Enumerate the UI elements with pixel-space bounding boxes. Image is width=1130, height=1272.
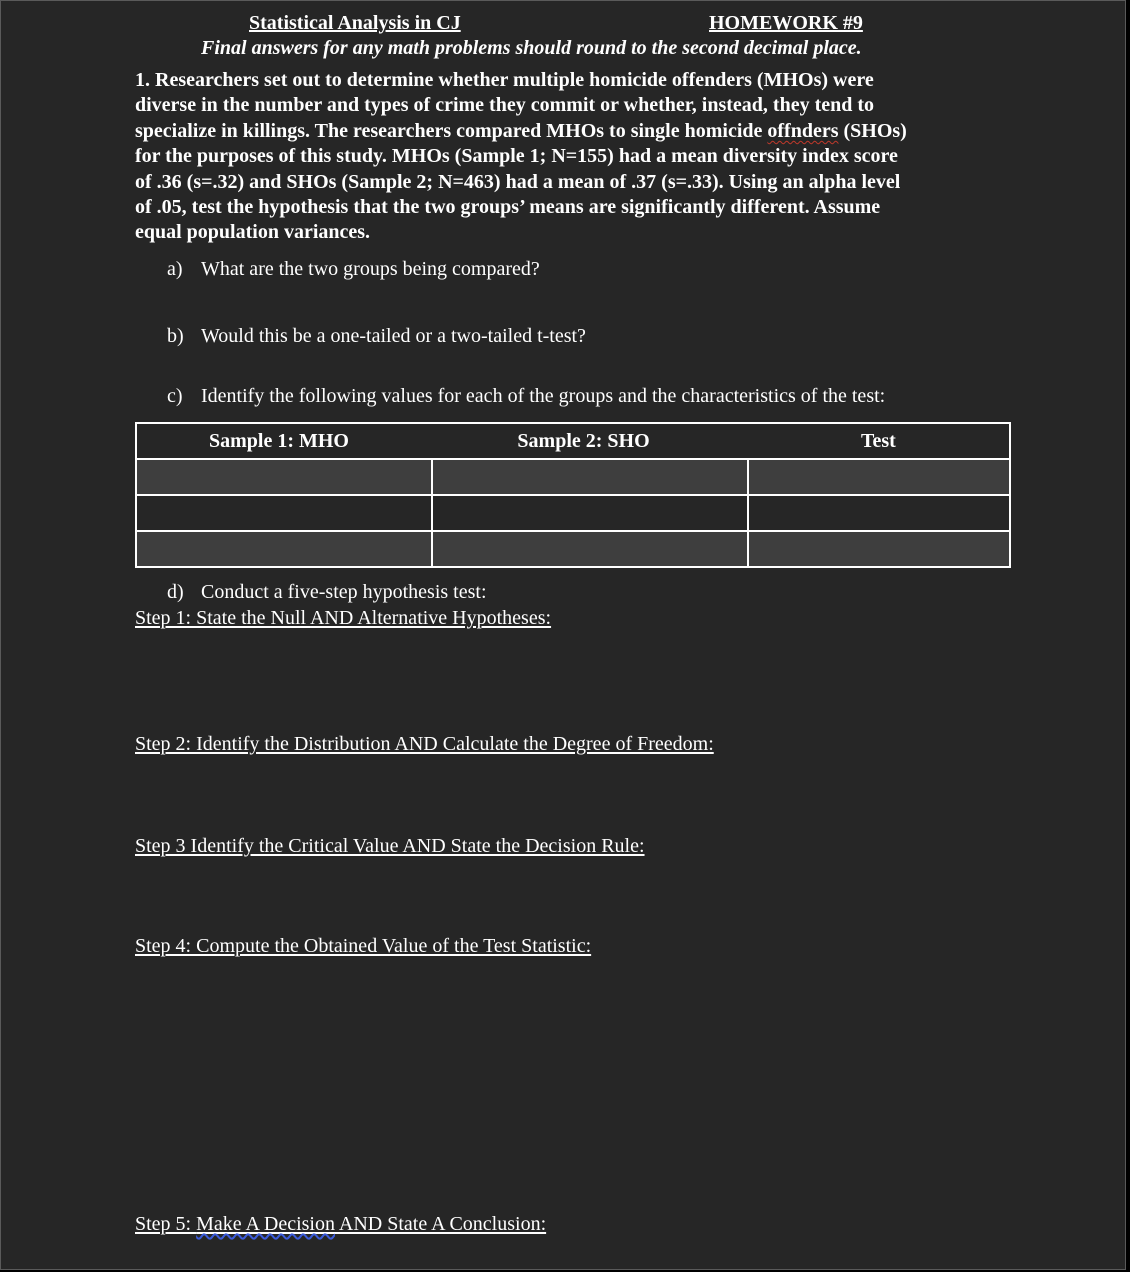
question-1d: d) Conduct a five-step hypothesis test: (167, 581, 487, 603)
table-cell[interactable] (748, 459, 1010, 495)
grammar-flag-phrase: Make A Decision (196, 1213, 335, 1235)
question-1b: b) Would this be a one-tailed or a two-tailed t-test? (167, 325, 586, 347)
header-sample-2: Sample 2: SHO (432, 423, 747, 459)
question-1c: c) Identify the following values for each of the groups and the characteristics of the test: (167, 385, 886, 407)
header-sample-1: Sample 1: MHO (136, 423, 432, 459)
question-1-prompt (135, 68, 1005, 246)
table-cell[interactable] (748, 531, 1010, 567)
prompt-line: equal population variances. (135, 221, 371, 244)
table-cell[interactable] (432, 495, 747, 531)
step-2-heading: Step 2: Identify the Distribution AND Calculate the Degree of Freedom: (135, 733, 714, 755)
step-1-heading: Step 1: State the Null AND Alternative Hypotheses: (135, 607, 552, 629)
table-cell[interactable] (432, 459, 747, 495)
step-5-heading: Step 5: Make A Decision AND State A Conclusion: (135, 1213, 547, 1235)
rounding-instructions: Final answers for any math problems should round to the second decimal place. (201, 37, 862, 59)
prompt-line: specialize in killings. The researchers compared MHOs to single homicide offnders (SHOs) (135, 119, 907, 142)
question-1a: a) What are the two groups being compared? (167, 258, 540, 280)
table-row (136, 531, 1010, 567)
prompt-line: of .36 (s=.32) and SHOs (Sample 2; N=463) had a mean of .37 (s=.33). Using an alpha level (135, 170, 901, 193)
table-header-row (136, 423, 1010, 459)
course-title: Statistical Analysis in CJ (249, 12, 461, 34)
table-cell[interactable] (748, 495, 1010, 531)
table-cell[interactable] (136, 495, 432, 531)
table-cell[interactable] (136, 531, 432, 567)
step-4-heading: Step 4: Compute the Obtained Value of the Test Statistic: (135, 935, 592, 957)
prompt-line: of .05, test the hypothesis that the two groups’ means are significantly different. Assume (135, 196, 881, 219)
header-test: Test (748, 423, 1010, 459)
spelling-error-word: offnders (767, 119, 839, 142)
table-row (136, 495, 1010, 531)
prompt-line: 1. Researchers set out to determine whether multiple homicide offenders (MHOs) were (135, 69, 874, 91)
table-cell[interactable] (136, 459, 432, 495)
table-row (136, 459, 1010, 495)
assignment-title: HOMEWORK #9 (709, 12, 863, 34)
prompt-line: diverse in the number and types of crime they commit or whether, instead, they tend to (135, 94, 875, 117)
table-cell[interactable] (432, 531, 747, 567)
step-3-heading: Step 3 Identify the Critical Value AND State the Decision Rule: (135, 835, 645, 857)
prompt-line: for the purposes of this study. MHOs (Sample 1; N=155) had a mean diversity index score (135, 145, 898, 168)
values-table (135, 422, 1011, 568)
